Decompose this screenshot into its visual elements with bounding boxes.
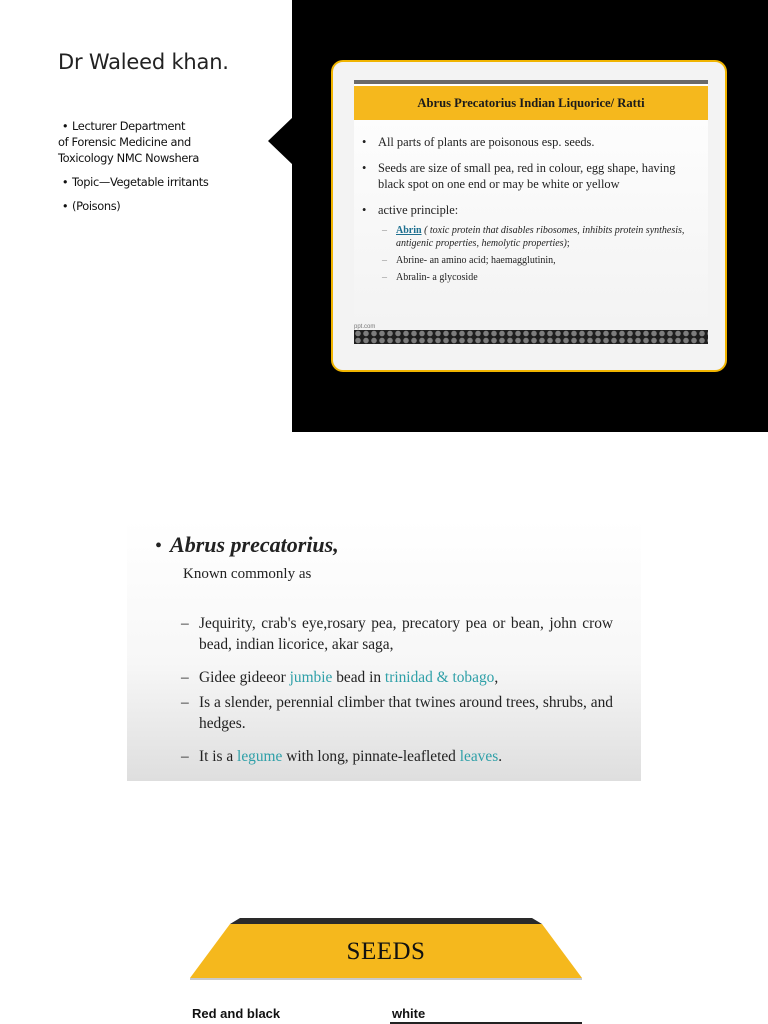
trinidad-tobago-link[interactable]: trinidad & tobago: [384, 669, 495, 686]
point-text: Seeds are size of small pea, red in colour, egg shape, having black spot on one end or may be white or yellow: [378, 161, 676, 191]
hex-pattern-strip: [354, 330, 708, 344]
leaves-link[interactable]: leaves: [459, 748, 499, 765]
bullet-text: (Poisons): [72, 199, 121, 213]
bullet-item-lecturer: [58, 118, 258, 166]
list-text: Jequirity, crab's eye,rosary pea, precatory pea or bean, john crow bead, indian licorice, akar saga,: [199, 615, 613, 653]
bullet-dot-icon: •: [61, 175, 69, 189]
slide-1-title: Dr Waleed khan.: [58, 50, 229, 74]
abrin-link[interactable]: Abrin: [396, 225, 422, 236]
list-text: with long, pinnate-leafleted: [282, 748, 460, 765]
list-item: [181, 746, 613, 767]
embedded-slide-header: Abrus Precatorius Indian Liquorice/ Ratti: [354, 86, 708, 120]
list-item: [181, 667, 613, 688]
embedded-slide-frame: [331, 60, 727, 372]
embedded-slide-points: [362, 134, 704, 294]
active-principle-sublist: [378, 224, 704, 284]
divider: [354, 80, 708, 84]
dash-icon: –: [382, 272, 387, 283]
common-names-list: [181, 613, 613, 767]
label-red-and-black: Red and black: [192, 1006, 281, 1021]
slide-2-subheading: Known commonly as: [183, 566, 312, 582]
sub-item: [378, 271, 704, 284]
label-white: white: [392, 1006, 426, 1021]
dash-icon: –: [181, 694, 189, 711]
point-text: active principle:: [378, 203, 459, 217]
bullet-dot-icon: •: [362, 203, 367, 217]
sub-item-abrin: [378, 224, 704, 250]
bullet-dot-icon: •: [61, 119, 69, 133]
sub-text: ;: [566, 238, 570, 249]
bullet-dot-icon: •: [155, 535, 163, 557]
legume-link[interactable]: legume: [237, 748, 283, 765]
list-text: Is a slender, perennial climber that twines around trees, shrubs, and hedges.: [199, 694, 613, 732]
list-item: [181, 613, 613, 655]
list-text: Gidee gideeor: [199, 669, 290, 686]
point-item: [362, 202, 704, 284]
seeds-title: SEEDS: [346, 938, 426, 965]
sub-text: ( toxic protein that disables ribosomes, inhibits protein synthesis, antigenic properties, hemolytic properties): [396, 225, 685, 249]
dash-icon: –: [382, 225, 387, 236]
list-text: ,: [494, 669, 499, 686]
footer-credit: ppt.com: [354, 324, 376, 330]
pointer-arrow-icon: [268, 117, 293, 165]
point-text: All parts of plants are poisonous esp. seeds.: [378, 135, 595, 149]
bullet-text: Lecturer Department: [72, 119, 186, 133]
slide-2-heading: [155, 532, 339, 558]
slide-3: [190, 918, 582, 1024]
list-text: It is a: [199, 748, 238, 765]
bullet-text: of Forensic Medicine and: [58, 135, 191, 149]
heading-text: Abrus precatorius,: [170, 532, 339, 557]
embedded-slide: [354, 80, 708, 344]
list-text: bead in: [332, 669, 385, 686]
bullet-dot-icon: •: [61, 199, 69, 213]
sub-item: [378, 254, 704, 267]
slide-2: [127, 520, 641, 781]
jumbie-link[interactable]: jumbie: [289, 669, 333, 686]
bullet-item-poisons: [58, 198, 258, 214]
list-text: .: [498, 748, 503, 765]
bullet-text: Topic—Vegetable irritants: [72, 175, 209, 189]
point-item: [362, 134, 704, 150]
bullet-item-topic: [58, 174, 258, 190]
bullet-text: Toxicology NMC Nowshera: [58, 151, 200, 165]
bullet-dot-icon: •: [362, 161, 367, 175]
sub-text: Abralin- a glycoside: [396, 272, 478, 283]
dash-icon: –: [181, 615, 189, 632]
list-item: [181, 692, 613, 734]
slide-1-bullet-list: [58, 118, 258, 222]
dash-icon: –: [181, 669, 189, 686]
slide-1: [0, 0, 768, 432]
bullet-dot-icon: •: [362, 135, 367, 149]
dash-icon: –: [382, 255, 387, 266]
point-item: [362, 160, 704, 192]
sub-text: Abrine- an amino acid; haemagglutinin,: [396, 255, 556, 266]
dash-icon: –: [181, 748, 189, 765]
